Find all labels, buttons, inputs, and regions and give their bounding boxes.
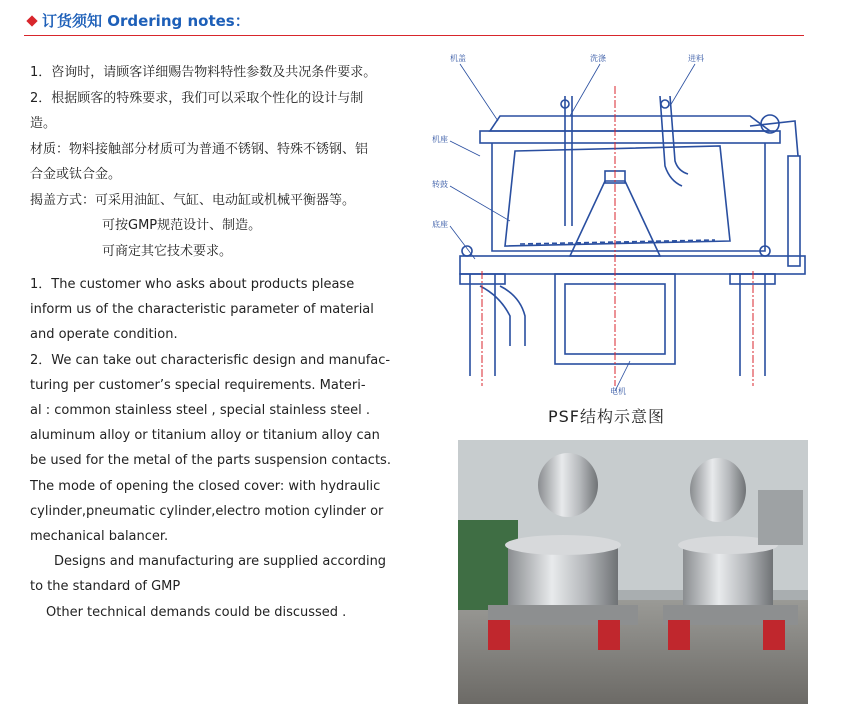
header-divider bbox=[24, 35, 804, 36]
en-line: turing per customer’s special requirements. Materi- bbox=[30, 377, 366, 393]
en-line: The mode of opening the closed cover: with hydraulic bbox=[30, 478, 381, 494]
label-base: 底座 bbox=[432, 220, 448, 229]
label-motor: 电机 bbox=[610, 387, 626, 396]
discharge-pipe bbox=[480, 286, 525, 346]
right-machine-foot bbox=[668, 620, 690, 650]
en-line: cylinder,pneumatic cylinder,electro motion cylinder or bbox=[30, 503, 384, 519]
leader-line bbox=[670, 64, 695, 106]
leader-line bbox=[570, 64, 600, 116]
top-frame bbox=[480, 131, 780, 143]
label-drum: 转鼓 bbox=[432, 180, 448, 189]
photo-shelf bbox=[758, 490, 803, 545]
cn-line: 2．根据顾客的特殊要求，我们可以采取个性化的设计与制 bbox=[30, 90, 364, 106]
left-machine-lid bbox=[538, 453, 598, 517]
lid-outline bbox=[490, 116, 770, 131]
cn-line: 可商定其它技术要求。 bbox=[102, 243, 233, 259]
cn-line: 1．咨询时，请顾客详细赐告物料特性参数及共况条件要求。 bbox=[30, 65, 377, 80]
leader-line bbox=[450, 186, 510, 221]
cn-line: 造。 bbox=[30, 116, 57, 131]
centrifuge-photo bbox=[458, 440, 808, 704]
en-line: 2．We can take out characterisfic design and manufac- bbox=[30, 352, 391, 368]
left-machine-foot bbox=[598, 620, 620, 650]
en-line: and operate condition. bbox=[30, 327, 178, 343]
label-lid: 机盖 bbox=[450, 54, 466, 63]
diamond-bullet-icon bbox=[26, 15, 37, 26]
outer-casing bbox=[492, 143, 765, 251]
en-line: mechanical balancer. bbox=[30, 529, 169, 545]
label-wash: 洗涤 bbox=[590, 54, 606, 63]
hydraulic-cylinder bbox=[788, 156, 800, 266]
en-line: 1．The customer who asks about products please bbox=[30, 277, 355, 292]
basket-drum bbox=[505, 146, 730, 246]
en-line: al : common stainless steel , special stainless steel . bbox=[30, 403, 371, 419]
eye-bolt bbox=[661, 100, 669, 108]
leader-line bbox=[450, 141, 480, 156]
right-machine-lid bbox=[690, 458, 746, 522]
left-machine-foot bbox=[488, 620, 510, 650]
section-title: 订货须知 Ordering notes： bbox=[42, 12, 250, 30]
feed-pipe bbox=[660, 96, 688, 186]
english-notes bbox=[30, 272, 410, 625]
en-line: Designs and manufacturing are supplied according bbox=[54, 554, 387, 570]
section-header bbox=[24, 8, 804, 36]
label-feed: 进料 bbox=[688, 54, 704, 63]
cn-line: 揭盖方式：可采用油缸、气缸、电动缸或机械平衡器等。 bbox=[30, 192, 356, 208]
hinge-arm bbox=[750, 121, 798, 156]
cn-line: 合金或钛合金。 bbox=[30, 167, 122, 182]
label-housing: 机座 bbox=[432, 135, 448, 144]
cn-line: 材质：物料接触部分材质可为普通不锈钢、特殊不锈钢、铝 bbox=[30, 141, 369, 157]
en-line: aluminum alloy or titanium alloy or titanium alloy can bbox=[30, 428, 380, 444]
en-line: Other technical demands could be discussed . bbox=[46, 604, 347, 620]
psf-structure-diagram bbox=[420, 46, 820, 396]
left-machine-body bbox=[508, 545, 618, 615]
right-machine-foot bbox=[763, 620, 785, 650]
chinese-notes bbox=[30, 60, 410, 264]
diagram-caption: PSF结构示意图 bbox=[548, 407, 666, 426]
leader-line bbox=[460, 64, 498, 121]
right-machine-body bbox=[683, 545, 773, 615]
en-line: inform us of the characteristic parameter of material bbox=[30, 302, 374, 318]
left-machine-rim bbox=[505, 535, 621, 555]
cn-line: 可按GMP规范设计、制造。 bbox=[102, 218, 262, 233]
en-line: to the standard of GMP bbox=[30, 579, 181, 595]
eye-bolt bbox=[462, 246, 472, 256]
en-line: be used for the metal of the parts suspension contacts. bbox=[30, 453, 391, 469]
